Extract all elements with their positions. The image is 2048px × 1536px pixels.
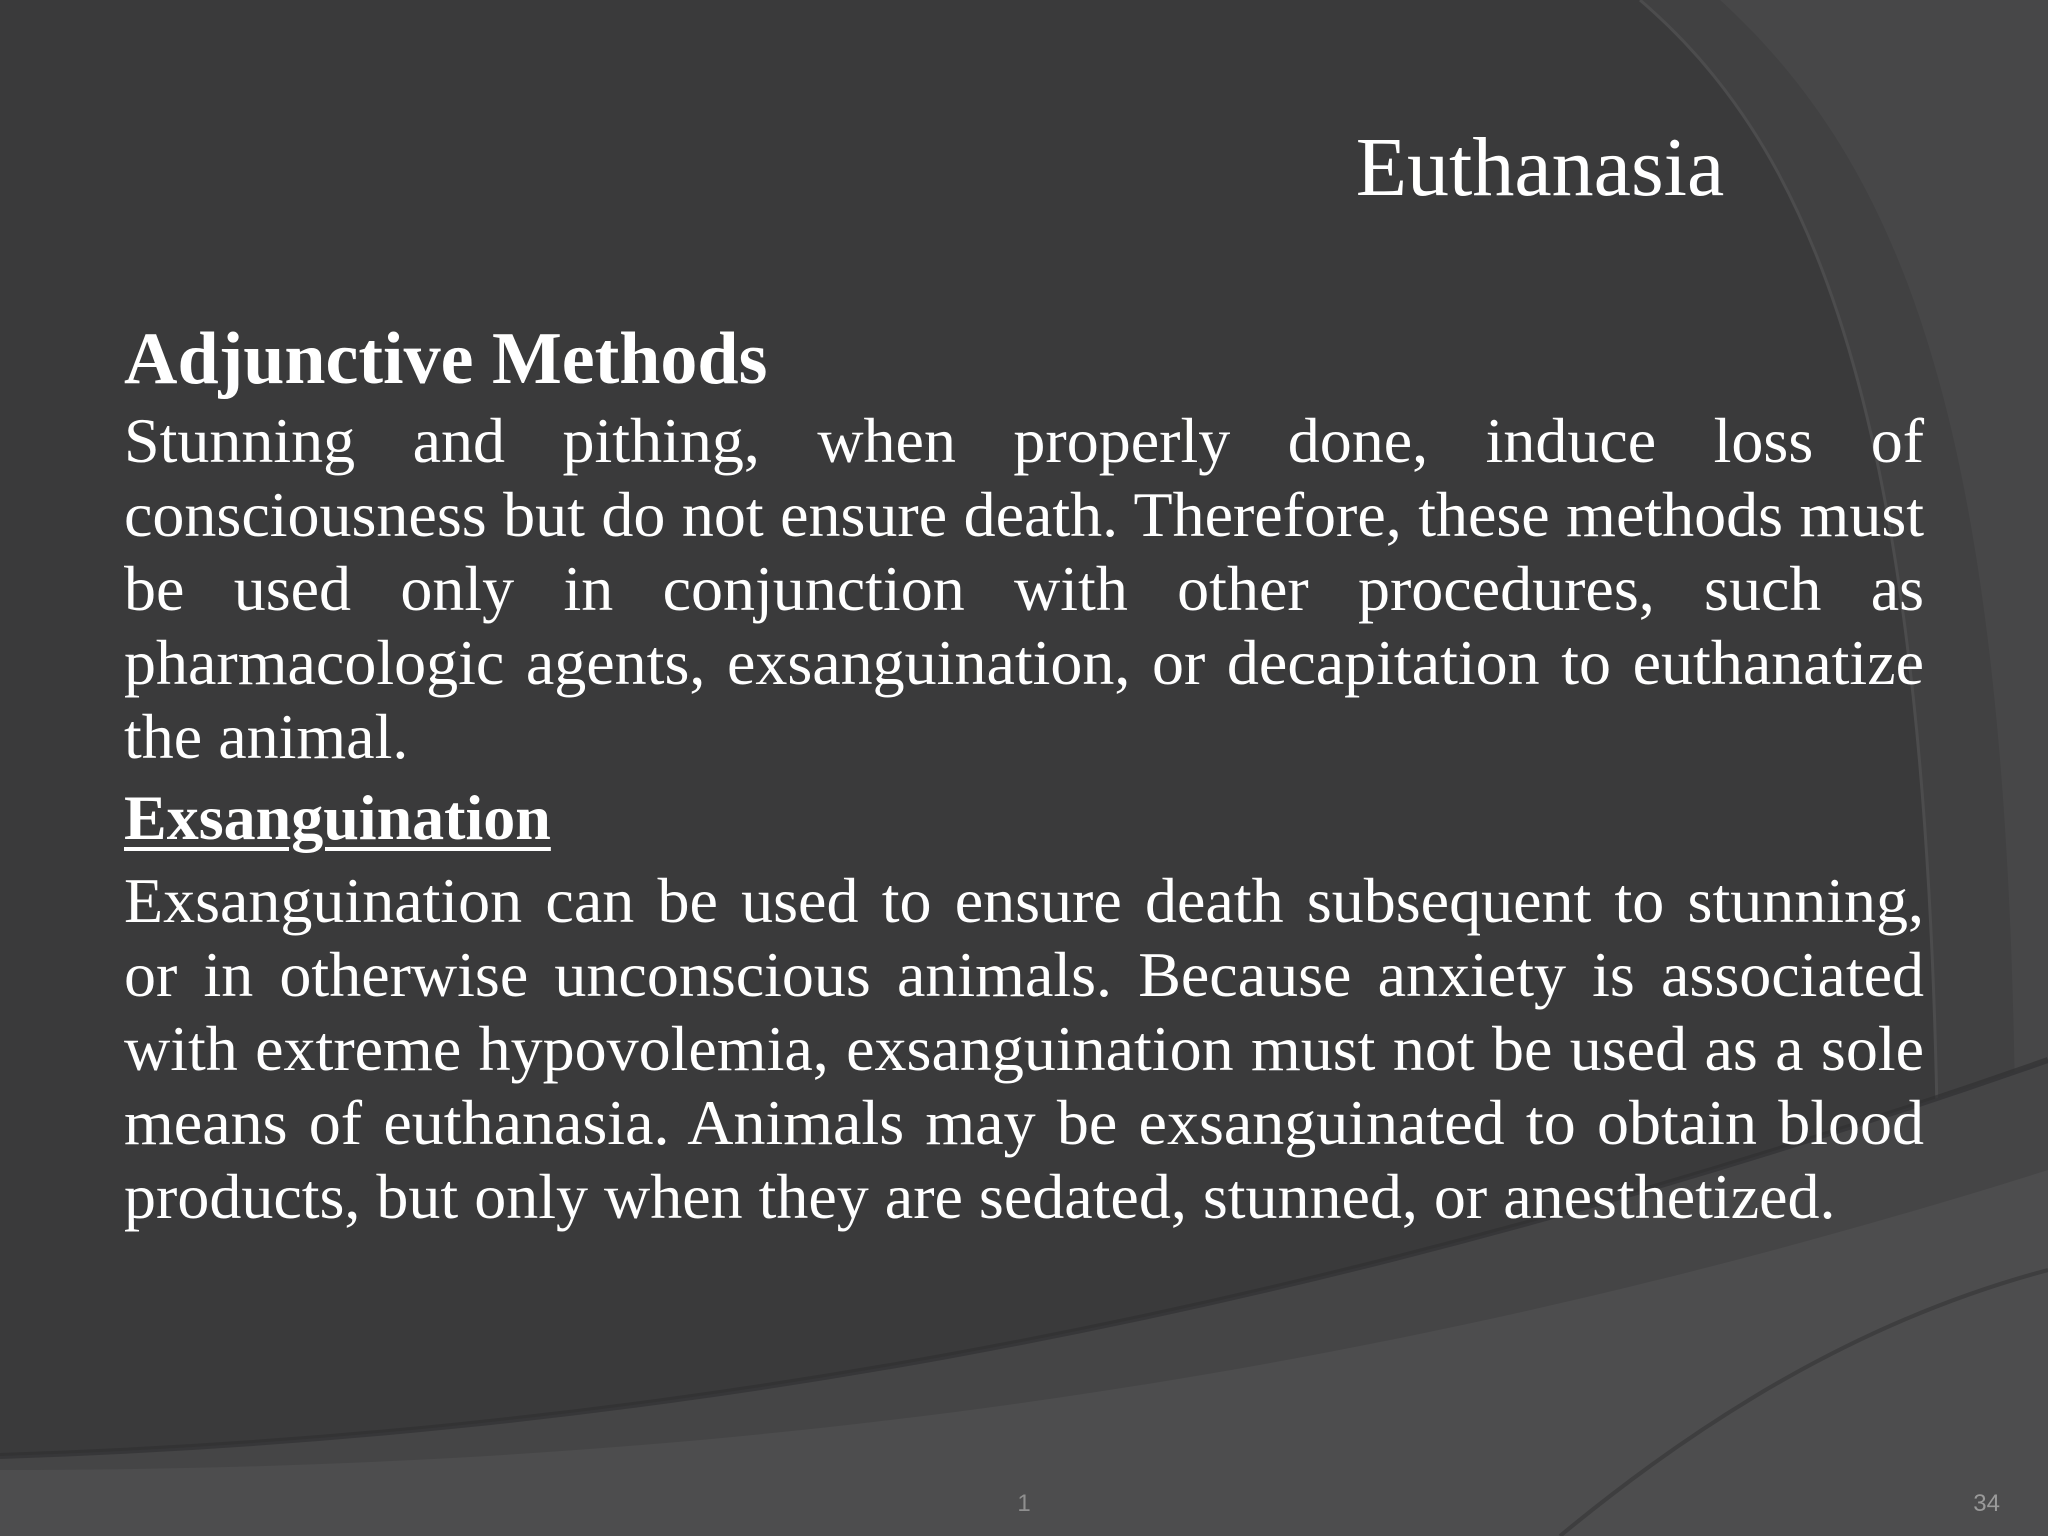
slide-title: Euthanasia <box>1355 121 1725 214</box>
slide-number-center: 1 <box>1017 1490 1031 1517</box>
section-heading-adjunctive-methods: Adjunctive Methods <box>124 318 768 400</box>
slide-number-right: 34 <box>1973 1490 2000 1517</box>
section-body-exsanguination: Exsanguination can be used to ensure death subsequent to stunning, or in otherwise unconscious animals. Because anxiety is associated with extreme hypovolemia, exsanguination must not be used as a sole means of euthanasia. Animals may be exsanguinated to obtain blood products, but only when they are sedated, stunned, or anesthetized. <box>124 865 1924 1232</box>
slide-content <box>124 316 1924 1234</box>
section-heading-exsanguination: Exsanguination <box>124 782 551 853</box>
section-body-adjunctive-methods: Stunning and pithing, when properly done, induce loss of consciousness but do not ensure death. Therefore, these methods must be used only in conjunction with other procedures, such as pharmacologic agents, exsanguination, or decapitation to euthanatize the animal. <box>124 405 1924 772</box>
